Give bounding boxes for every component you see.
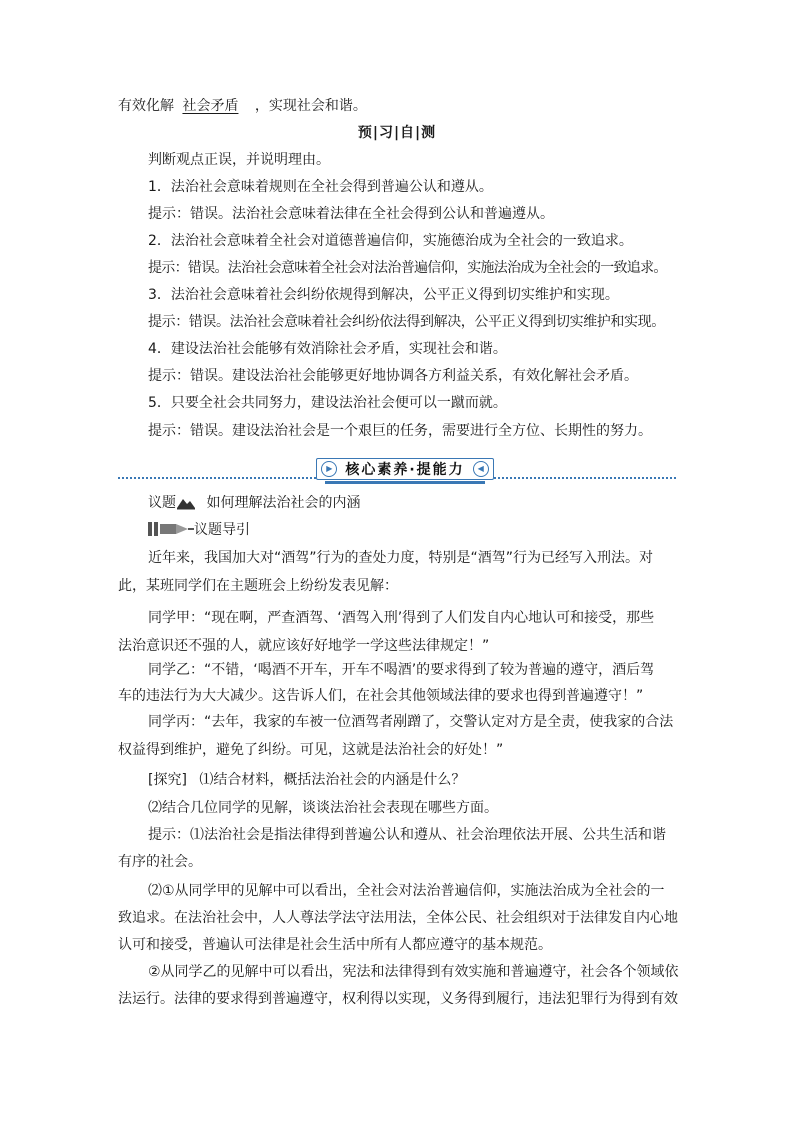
answer-line-2: 有序的社会。 [118, 854, 202, 870]
hint-5: 提示：错误。建设法治社会是一个艰巨的任务，需要进行全方位、长期性的努力。 [148, 423, 652, 439]
question-3: 3．法治社会意味着社会纠纷依规得到解决，公平正义得到切实维护和实现。 [148, 287, 619, 303]
banner-title: 核心素养·提能力 [345, 462, 465, 478]
continuation-suffix: ，实现社会和谐。 [254, 98, 367, 114]
material-line-2: 此，某班同学们在主题班会上纷纷发表见解： [118, 578, 398, 594]
question-1: 1．法治社会意味着规则在全社会得到普遍公认和遵从。 [148, 179, 493, 195]
material-line-6: 车的违法行为大大减少。这告诉人们，在社会其他领域法律的要求也得到普遍遵守！” [118, 688, 644, 704]
answer-line-1: 提示：⑴法治社会是指法律得到普遍公认和遵从、社会治理依法开展、公共生活和谐 [148, 827, 666, 843]
question-4: 4．建设法治社会能够有效消除社会矛盾，实现社会和谐。 [148, 341, 507, 357]
explore-label: [探究] [148, 772, 187, 788]
hint-3: 提示：错误。法治社会意味着社会纠纷依法得到解决，公平正义得到切实维护和实现。 [148, 314, 665, 330]
answer-line-7: 法运行。法律的要求得到普遍遵守，权利得以实现，义务得到履行，违法犯罪行为得到有效 [118, 991, 678, 1007]
topic-marker-icon [176, 496, 196, 510]
answer-line-4: 致追求。在法治社会中，人人尊法学法守法用法，全体公民、社会组织对于法律发自内心地 [118, 910, 678, 926]
material-line-5: 同学乙：“不错，‘喝酒不开车，开车不喝酒’的要求得到了较为普遍的遵守，酒后驾 [148, 662, 655, 678]
hint-2: 提示：错误。法治社会意味着全社会对法治普遍信仰，实施法治成为全社会的一致追求。 [148, 260, 667, 276]
explore-question-1: ⑴结合材料，概括法治社会的内涵是什么？ [199, 772, 466, 788]
answer-line-6: ②从同学乙的见解中可以看出，宪法和法律得到有效实施和普遍遵守，社会各个领域依 [148, 964, 679, 980]
material-line-3: 同学甲：“现在啊，严查酒驾、‘酒驾入刑’得到了人们发自内心地认可和接受，那些 [148, 610, 655, 626]
question-2: 2．法治社会意味着全社会对道德普遍信仰，实施德治成为全社会的一致追求。 [148, 233, 633, 249]
pen-icon [148, 519, 194, 539]
topic-title: 如何理解法治社会的内涵 [206, 495, 361, 511]
topic-line [148, 493, 360, 513]
play-left-icon: ◀ [473, 461, 489, 477]
material-line-1: 近年来，我国加大对“酒驾”行为的查处力度，特别是“酒驾”行为已经写入刑法。对 [148, 550, 654, 566]
section-banner [118, 457, 676, 483]
banner-box [316, 458, 494, 480]
topic-label: 议题 [148, 495, 176, 511]
play-right-icon: ▶ [321, 461, 337, 477]
question-5: 5．只要全社会共同努力，建设法治社会便可以一蹴而就。 [148, 395, 507, 411]
answer-line-3: ⑵①从同学甲的见解中可以看出，全社会对法治普遍信仰，实施法治成为全社会的一 [148, 883, 665, 899]
material-line-7: 同学丙：“去年，我家的车被一位酒驾者剐蹭了，交警认定对方是全责，使我家的合法 [148, 714, 674, 730]
section-heading-preview: 预|习|自|测 [357, 125, 437, 141]
continuation-prefix: 有效化解 [118, 98, 174, 114]
hint-4: 提示：错误。建设法治社会能够更好地协调各方利益关系，有效化解社会矛盾。 [148, 368, 638, 384]
material-line-4: 法治意识还不强的人，就应该好好地学一学这些法律规定！” [118, 638, 490, 654]
guide-label: 议题导引 [194, 522, 250, 538]
explore-question-2: ⑵结合几位同学的见解，谈谈法治社会表现在哪些方面。 [148, 800, 498, 816]
explore-line-1 [148, 770, 465, 790]
hint-1: 提示：错误。法治社会意味着法律在全社会得到公认和普遍遵从。 [148, 206, 554, 222]
material-line-8: 权益得到维护，避免了纠纷。可见，这就是法治社会的好处！” [118, 742, 504, 758]
fill-in-answer: 社会矛盾 [182, 98, 239, 114]
answer-line-5: 认可和接受，普遍认可法律是社会生活中所有人都应遵守的基本规范。 [118, 937, 552, 953]
preview-instruction: 判断观点正误，并说明理由。 [148, 152, 330, 168]
continuation-line [118, 96, 367, 116]
